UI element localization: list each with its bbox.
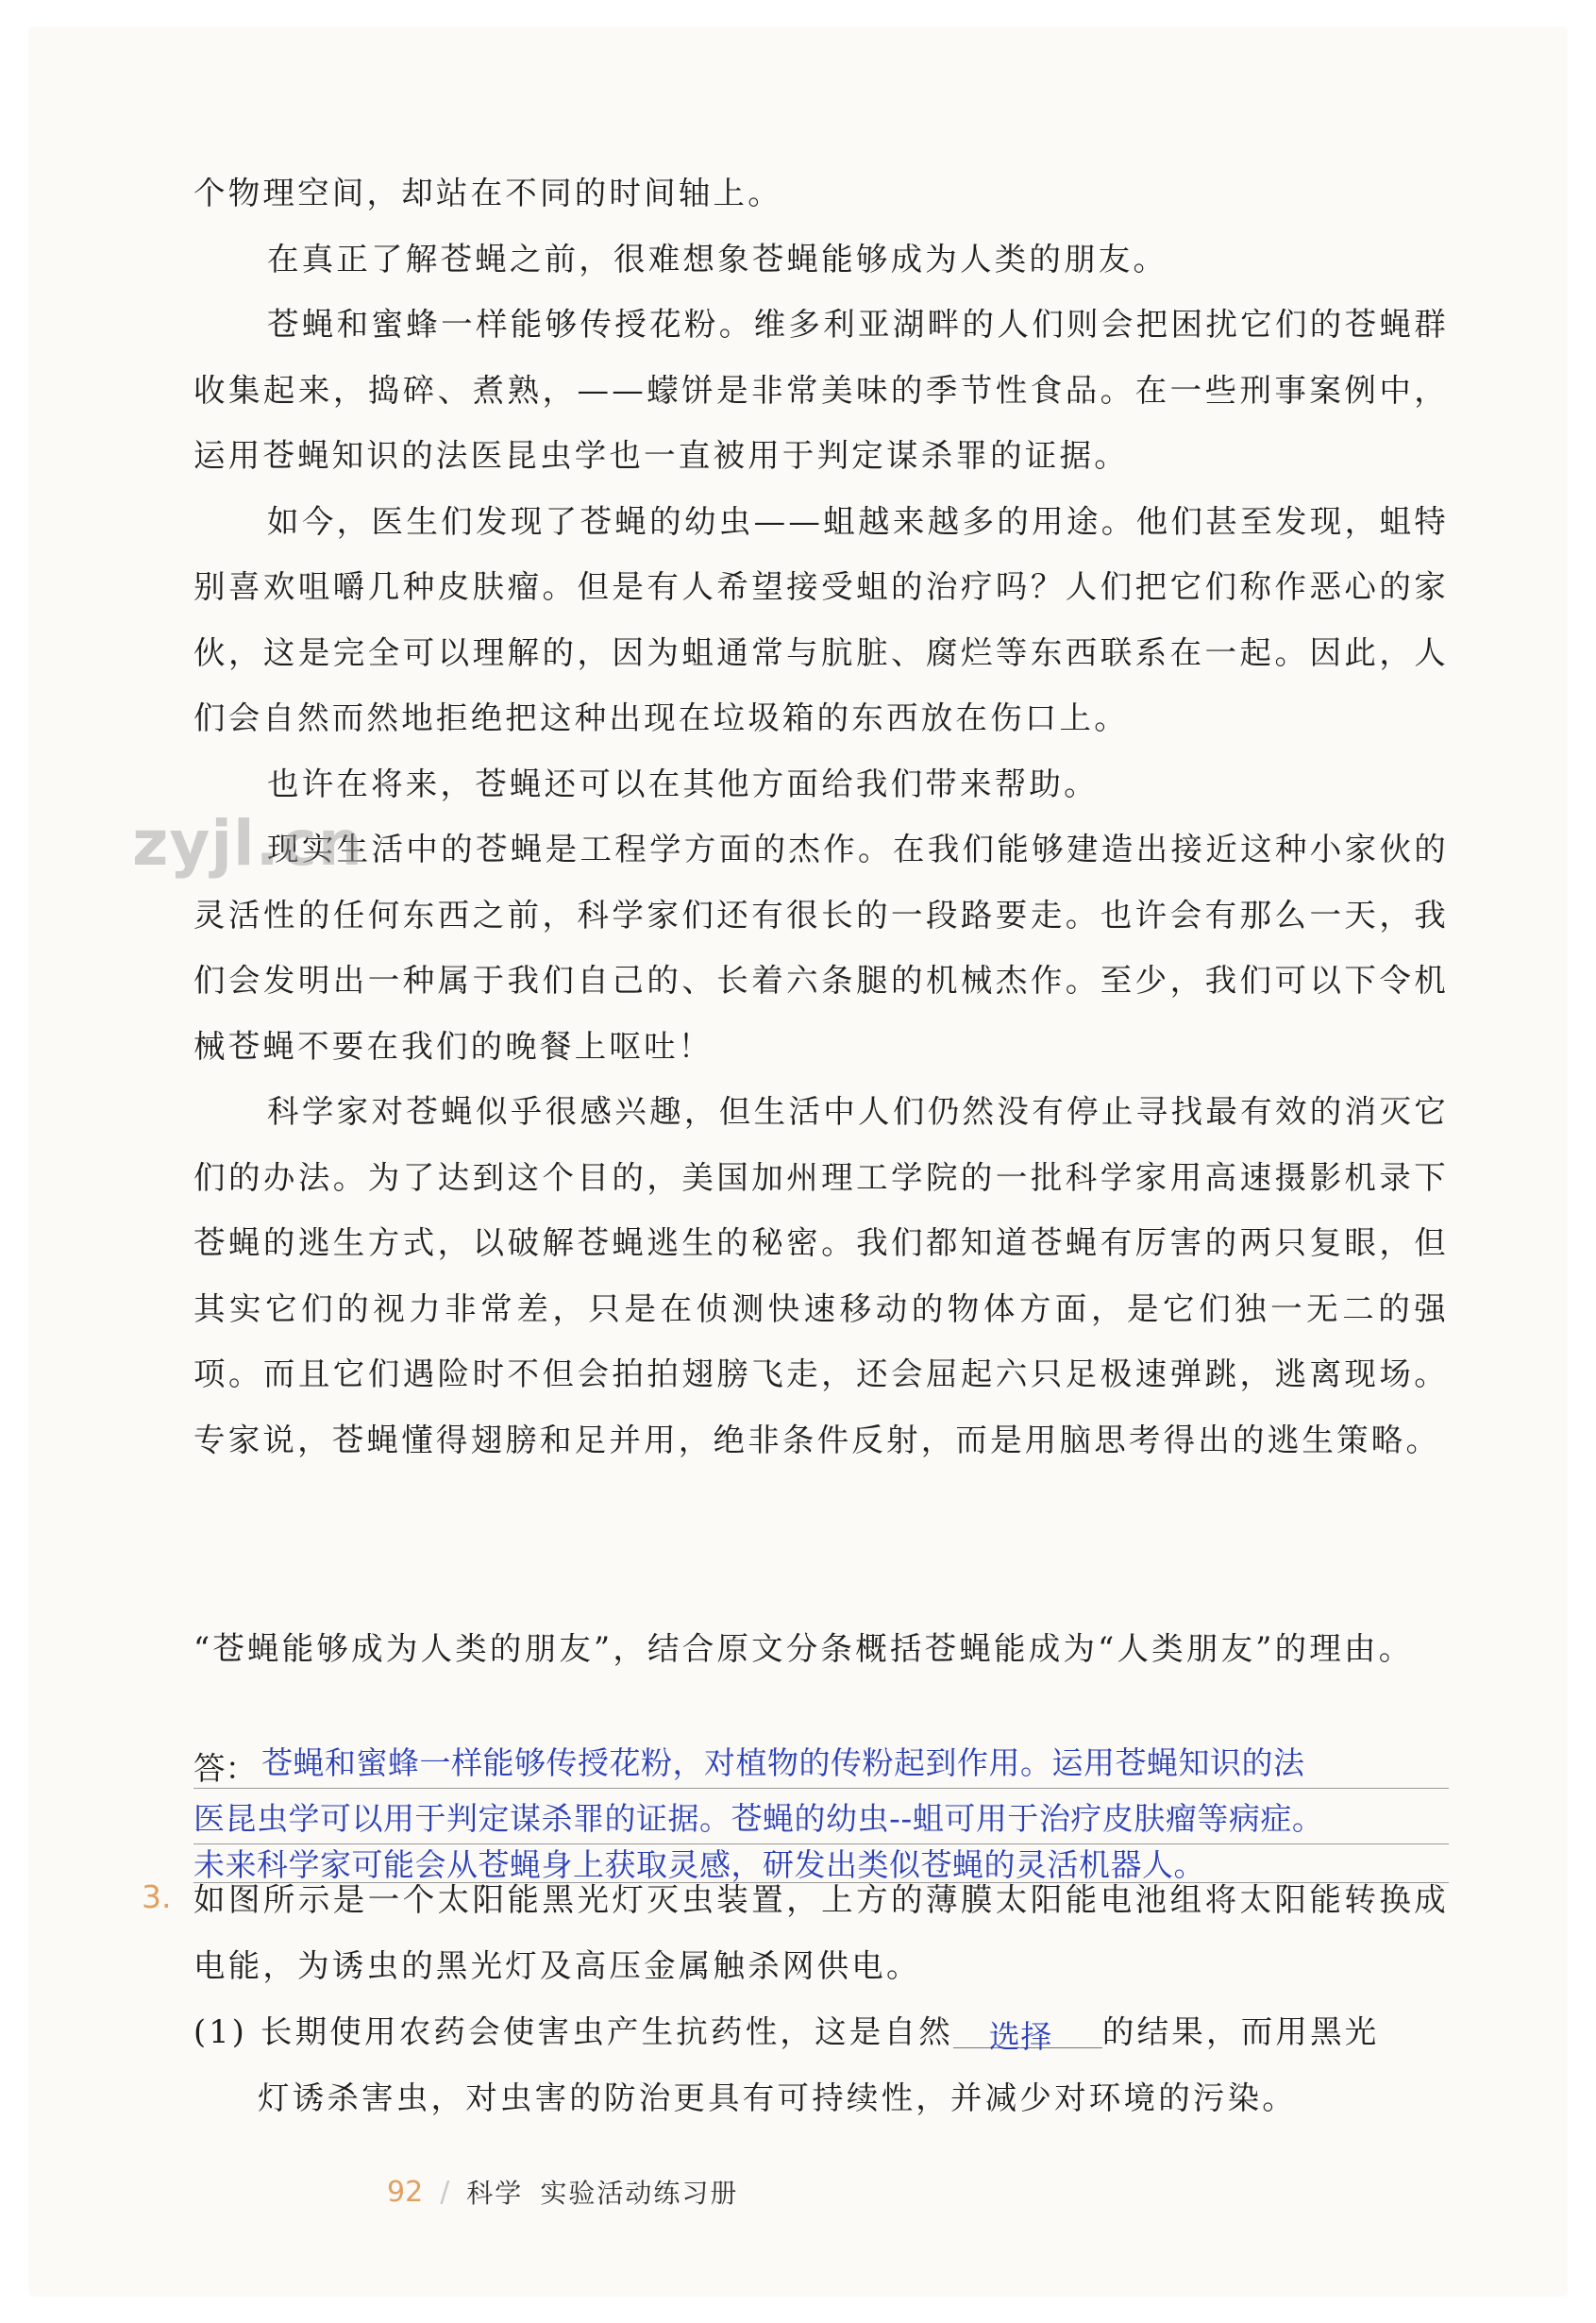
answer-handwriting-3: 未来科学家可能会从苍蝇身上获取灵感，研发出类似苍蝇的灵活机器人。 (193, 1846, 1205, 1883)
question-3-text: 如图所示是一个太阳能黑光灯灭虫装置，上方的薄膜太阳能电池组将太阳能转换成电能，为诱虫的黑光灯及高压金属触杀网供电。 (193, 1881, 1449, 1984)
article-paragraph: 个物理空间，却站在不同的时间轴上。 (193, 175, 782, 211)
question-number: 3. (142, 1878, 172, 1915)
article-paragraph: 也许在将来，苍蝇还可以在其他方面给我们带来帮助。 (267, 765, 1099, 802)
blank-handwriting: 选择 (988, 2018, 1052, 2055)
article-paragraph: 科学家对苍蝇似乎很感兴趣，但生活中人们仍然没有停止寻找最有效的消灭它们的办法。为了达到这个目的，美国加州理工学院的一批科学家用高速摄影机录下苍蝇的逃生方式，以破解苍蝇逃生的秘密。我们都知道苍蝇有厉害的两只复眼，但其实它们的视力非常差，只是在侦测快速移动的物体方面，是它们独一无二的强项。而且它们遇险时不但会拍拍翅膀飞走，还会屈起六只足极速弹跳，逃离现场。专家说，苍蝇懂得翅膀和足并用，绝非条件反射，而是用脑思考得出的逃生策略。 (193, 1093, 1449, 1458)
page-number: 92 (387, 2175, 424, 2209)
footer-subject: 科学 (466, 2178, 524, 2209)
article-body (193, 160, 1449, 1473)
article-paragraph: 现实生活中的苍蝇是工程学方面的杰作。在我们能够建造出接近这种小家伙的灵活性的任何东西之前，科学家们还有很长的一段路要走。也许会有那么一天，我们会发明出一种属于我们自己的、长着六条腿的机械杰作。至少，我们可以下令机械苍蝇不要在我们的晚餐上呕吐！ (193, 831, 1449, 1065)
article-paragraph: 苍蝇和蜜蜂一样能够传授花粉。维多利亚湖畔的人们则会把困扰它们的苍蝇群收集起来，捣碎、煮熟，——蠓饼是非常美味的季节性食品。在一些刑事案例中，运用苍蝇知识的法医昆虫学也一直被用于判定谋杀罪的证据。 (193, 306, 1449, 474)
answer-line-2 (193, 1789, 1449, 1844)
part-1-text-after: 的结果，而用黑光 (1101, 2013, 1380, 2050)
page-footer (387, 2173, 738, 2211)
question-3-part-1 (193, 1999, 1449, 2130)
watermark: zyjl.cn (132, 807, 363, 880)
answer-prefix: 答： (193, 1750, 257, 1787)
footer-book-title: 实验活动练习册 (540, 2178, 739, 2209)
answer-block (193, 1733, 1449, 1883)
answer-handwriting-1: 苍蝇和蜜蜂一样能够传授花粉，对植物的传粉起到作用。运用苍蝇知识的法 (261, 1744, 1305, 1781)
footer-divider: / (440, 2175, 450, 2209)
fill-blank (953, 2015, 1102, 2055)
article-paragraph: 在真正了解苍蝇之前，很难想象苍蝇能够成为人类的朋友。 (267, 240, 1168, 278)
answer-line-1 (193, 1733, 1449, 1789)
article-paragraph: 如今，医生们发现了苍蝇的幼虫——蛆越来越多的用途。他们甚至发现，蛆特别喜欢咀嚼几种皮肤瘤。但是有人希望接受蛆的治疗吗？人们把它们称作恶心的家伙，这是完全可以理解的，因为蛆通常与肮脏、腐烂等东西联系在一起。因此，人们会自然而然地拒绝把这种出现在垃圾箱的东西放在伤口上。 (193, 502, 1449, 736)
part-1-continuation: 灯诱杀害虫，对虫害的防治更具有可持续性，并减少对环境的污染。 (258, 2079, 1297, 2116)
question-text: “苍蝇能够成为人类的朋友”，结合原文分条概括苍蝇能成为“人类朋友”的理由。 (193, 1630, 1414, 1667)
answer-handwriting-2: 医昆虫学可以用于判定谋杀罪的证据。苍蝇的幼虫--蛆可用于治疗皮肤瘤等病症。 (193, 1800, 1324, 1837)
part-1-text-before: (1) 长期使用农药会使害虫产生抗药性，这是自然 (193, 2013, 953, 2050)
